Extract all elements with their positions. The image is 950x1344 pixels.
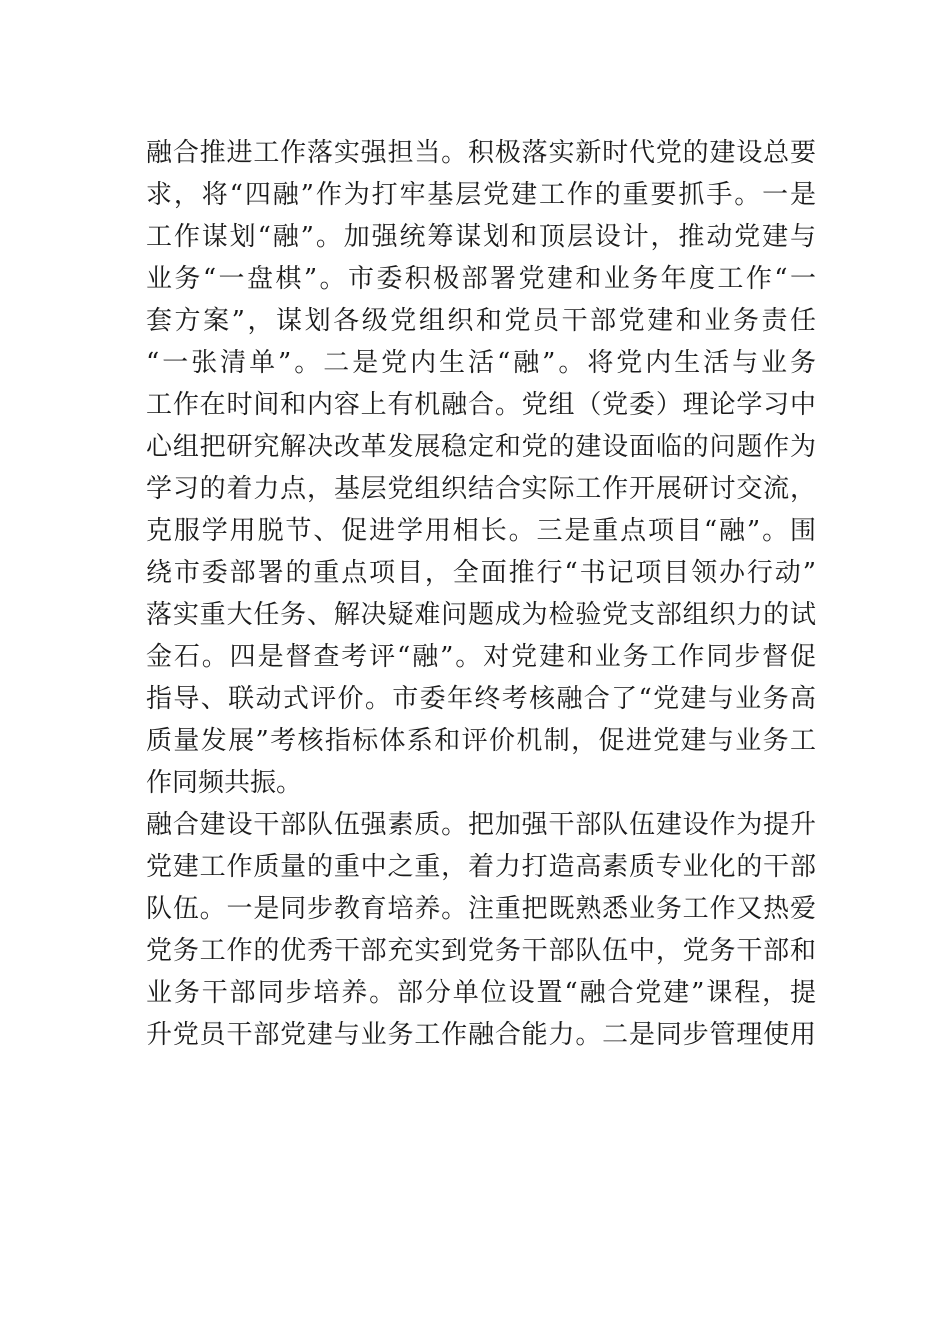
text-line: 心组把研究解决改革发展稳定和党的建设面临的问题作为: [146, 432, 816, 462]
text-line: 队伍。一是同步教育培养。注重把既熟悉业务工作又热爱: [146, 894, 816, 924]
paragraph-2: [146, 804, 816, 1056]
text-line: 升党员干部党建与业务工作融合能力。二是同步管理使用: [146, 1020, 816, 1050]
text-line: 党务工作的优秀干部充实到党务干部队伍中，党务干部和: [146, 936, 816, 966]
text-line: 工作在时间和内容上有机融合。党组（党委）理论学习中: [146, 390, 816, 420]
text-line: “一张清单”。二是党内生活“融”。将党内生活与业务: [146, 348, 816, 378]
text-line: 党建工作质量的重中之重，着力打造高素质专业化的干部: [146, 852, 816, 882]
text-line: 业务干部同步培养。部分单位设置“融合党建”课程，提: [146, 978, 816, 1008]
text-line: 绕市委部署的重点项目，全面推行“书记项目领办行动”: [146, 558, 816, 588]
text-line: 融合建设干部队伍强素质。把加强干部队伍建设作为提升: [146, 810, 816, 840]
text-line: 融合推进工作落实强担当。积极落实新时代党的建设总要: [146, 138, 816, 168]
paragraph-1: [146, 132, 816, 804]
text-line: 金石。四是督查考评“融”。对党建和业务工作同步督促: [146, 642, 816, 672]
text-line: 作同频共振。: [146, 768, 303, 798]
body-text: [146, 132, 816, 1056]
text-line: 落实重大任务、解决疑难问题成为检验党支部组织力的试: [146, 600, 816, 630]
text-line: 指导、联动式评价。市委年终考核融合了“党建与业务高: [146, 684, 816, 714]
text-line: 克服学用脱节、促进学用相长。三是重点项目“融”。围: [146, 516, 816, 546]
text-line: 学习的着力点，基层党组织结合实际工作开展研讨交流，: [146, 474, 816, 504]
text-line: 业务“一盘棋”。市委积极部署党建和业务年度工作“一: [146, 264, 816, 294]
text-line: 求，将“四融”作为打牢基层党建工作的重要抓手。一是: [146, 180, 816, 210]
text-line: 工作谋划“融”。加强统筹谋划和顶层设计，推动党建与: [146, 222, 816, 252]
text-line: 套方案”，谋划各级党组织和党员干部党建和业务责任: [146, 306, 816, 336]
text-line: 质量发展”考核指标体系和评价机制，促进党建与业务工: [146, 726, 816, 756]
